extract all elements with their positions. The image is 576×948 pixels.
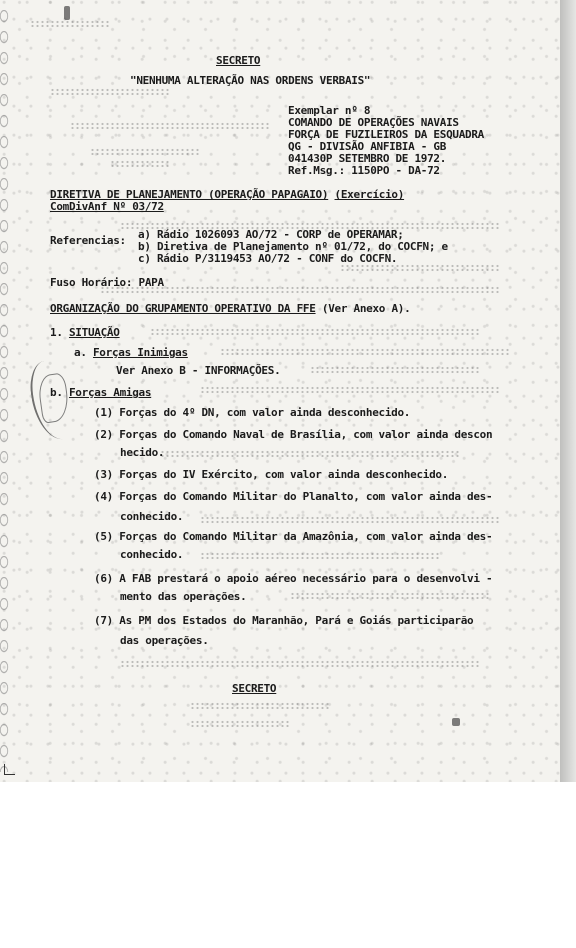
scan-noise bbox=[220, 348, 510, 355]
spiral-binding bbox=[0, 10, 14, 772]
friendly-force-item: (2) Forças do Comando Naval de Brasília, com valor ainda descon bbox=[94, 428, 493, 441]
scan-noise bbox=[290, 592, 490, 599]
scan-noise bbox=[200, 516, 500, 523]
ink-blot bbox=[452, 718, 460, 726]
organization-annex: (Ver Anexo A). bbox=[321, 302, 411, 315]
scan-noise bbox=[110, 160, 170, 167]
reference-item: a) Rádio 1026093 AO/72 - CORP de OPERAMAR; bbox=[138, 228, 404, 241]
scan-noise bbox=[200, 386, 500, 393]
references-label: Referencias: bbox=[50, 234, 126, 247]
no-verbal-changes-note: "NENHUMA ALTERAÇÃO NAS ORDENS VERBAIS" bbox=[130, 74, 371, 87]
friendly-force-item-cont: conhecido. bbox=[120, 510, 184, 523]
friendly-force-item: (4) Forças do Comando Militar do Planalto, com valor ainda des- bbox=[94, 490, 493, 503]
directive-exercise: (Exercício) bbox=[334, 188, 405, 201]
situation-heading-line bbox=[50, 326, 120, 339]
message-reference: Ref.Msg.: 1150PO - DA-72 bbox=[288, 164, 440, 177]
scan-noise bbox=[190, 720, 290, 727]
scan-noise bbox=[30, 20, 110, 27]
scan-noise bbox=[150, 328, 480, 335]
friendly-force-item: (7) As PM dos Estados do Maranhão, Pará e Goiás participarão bbox=[94, 614, 474, 627]
scan-noise bbox=[190, 702, 330, 709]
copy-number: Exemplar nº 8 bbox=[288, 104, 371, 117]
scan-noise bbox=[200, 552, 440, 559]
enemy-forces-annex: Ver Anexo B - INFORMAÇÕES. bbox=[116, 364, 281, 377]
organization-heading-line bbox=[50, 302, 410, 315]
unit-line: QG - DIVISÃO ANFIBIA - GB bbox=[288, 140, 447, 153]
reference-item: c) Rádio P/3119453 AO/72 - CONF do COCFN. bbox=[138, 252, 398, 265]
scan-noise bbox=[50, 88, 170, 95]
directive-title: DIRETIVA DE PLANEJAMENTO (OPERAÇÃO PAPAGAIO) bbox=[50, 188, 329, 201]
date-time-group: 041430P SETEMBRO DE 1972. bbox=[288, 152, 447, 165]
scan-noise bbox=[340, 264, 500, 271]
friendly-force-item: (6) A FAB prestará o apoio aéreo necessário para o desenvolvi - bbox=[94, 572, 493, 585]
classification-top: SECRETO bbox=[216, 54, 261, 67]
directive-code: ComDivAnf Nº 03/72 bbox=[50, 200, 164, 213]
friendly-force-item-cont: hecido. bbox=[120, 446, 165, 459]
friendly-force-item-cont: mento das operações. bbox=[120, 590, 247, 603]
scan-edge bbox=[560, 0, 576, 782]
friendly-forces-line bbox=[50, 386, 151, 399]
enemy-forces-label: Forças Inimigas bbox=[92, 346, 188, 359]
unit-line: FORÇA DE FUZILEIROS DA ESQUADRA bbox=[288, 128, 484, 141]
item-marker: a. bbox=[74, 346, 87, 359]
friendly-force-item-cont: das operações. bbox=[120, 634, 209, 647]
scan-noise bbox=[70, 122, 270, 129]
classification-bottom: SECRETO bbox=[232, 682, 277, 695]
situation-heading: SITUAÇÃO bbox=[68, 326, 120, 339]
friendly-force-item: (3) Forças do IV Exército, com valor ainda desconhecido. bbox=[94, 468, 449, 481]
organization-heading: ORGANIZAÇÃO DO GRUPAMENTO OPERATIVO DA FFE bbox=[50, 302, 316, 315]
friendly-force-item: (1) Forças do 4º DN, com valor ainda desconhecido. bbox=[94, 406, 411, 419]
margin-signature bbox=[27, 357, 82, 442]
friendly-forces-label: Forças Amigas bbox=[68, 386, 152, 399]
scan-noise bbox=[120, 660, 480, 667]
friendly-force-item: (5) Forças do Comando Militar da Amazônia, com valor ainda des- bbox=[94, 530, 493, 543]
scan-noise bbox=[310, 366, 480, 373]
corner-mark bbox=[4, 764, 15, 775]
scan-noise bbox=[90, 148, 200, 155]
section-number: 1. bbox=[50, 326, 63, 339]
friendly-force-item-cont: conhecido. bbox=[120, 548, 184, 561]
scan-noise bbox=[160, 450, 460, 457]
unit-line: COMANDO DE OPERAÇÕES NAVAIS bbox=[288, 116, 459, 129]
reference-item: b) Diretiva de Planejamento nº 01/72, do COCFN; e bbox=[138, 240, 448, 253]
item-marker: b. bbox=[50, 386, 63, 399]
time-zone: Fuso Horário: PAPA bbox=[50, 276, 164, 289]
enemy-forces-line bbox=[74, 346, 188, 359]
ink-blot bbox=[64, 6, 70, 20]
